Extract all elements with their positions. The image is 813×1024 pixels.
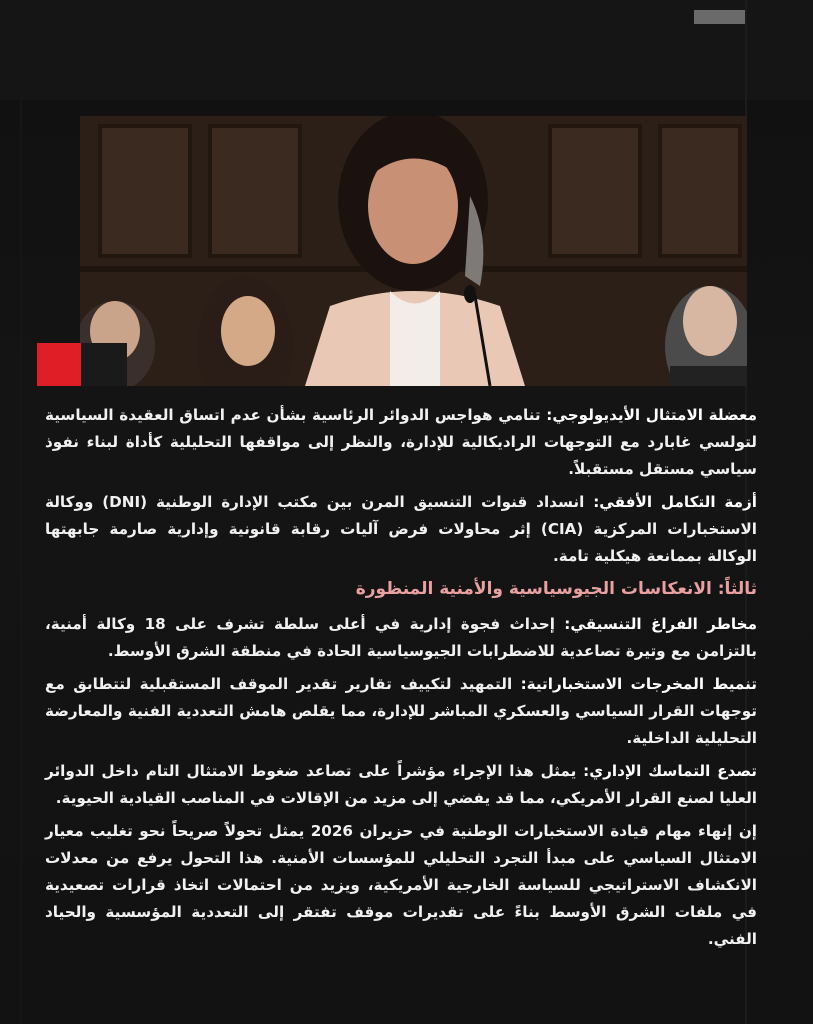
paragraph-term: مخاطر الفراغ التنسيقي: <box>564 615 757 633</box>
paragraph-ideological-compliance <box>45 402 757 483</box>
hearing-photo-illustration <box>80 116 747 386</box>
frame-line-left <box>20 0 22 1024</box>
paragraph-intelligence-outputs <box>45 671 757 752</box>
hearing-photo <box>80 116 747 386</box>
paragraph-term: أزمة التكامل الأفقي: <box>593 493 757 511</box>
paragraph-coordination-vacuum <box>45 611 757 665</box>
paragraph-administrative-cohesion <box>45 758 757 812</box>
paragraph-text: التمهيد لتكييف تقارير تقدير الموقف المستقبلية لتتطابق مع توجهات القرار السياسي والعسكري المباشر للإدارة، مما يقلص هامش التعددية الفنية والمعارضة التحليلية الداخلية. <box>45 675 757 747</box>
paragraph-text: انسداد قنوات التنسيق المرن بين مكتب الإدارة الوطنية (DNI) ووكالة الاستخبارات المركزية (CIA) إثر محاولات فرض آليات رقابة قانونية وإدارية صارمة جابهتها الوكالة بممانعة هيكلية تامة. <box>45 493 757 565</box>
dark-accent-square <box>81 343 127 386</box>
paragraph-text: إن إنهاء مهام قيادة الاستخبارات الوطنية في حزيران 2026 يمثل تحولاً صريحاً نحو تغليب معيار الامتثال السياسي على مبدأ التجرد التحليلي للمؤسسات الأمنية. هذا التحول يرفع من معدلات الانكشاف الاستراتيجي للسياسة الخارجية الأمريكية، ويزيد من احتمالات اتخاذ قرارات تصعيدية في ملفات الشرق الأوسط بناءً على تقديرات موقف تفتقر إلى التعددية المؤسسية والحياد الفني. <box>45 822 757 948</box>
top-band <box>0 0 813 100</box>
paragraph-text: إحداث فجوة إدارية في أعلى سلطة تشرف على 18 وكالة أمنية، بالتزامن مع وتيرة تصاعدية للاضطرابات الجيوسياسية الحادة في منطقة الشرق الأوسط. <box>45 615 757 660</box>
paragraph-term: تصدع التماسك الإداري: <box>583 762 757 780</box>
top-tab-decoration <box>694 10 746 24</box>
paragraph-horizontal-integration <box>45 489 757 570</box>
article-body <box>45 402 757 959</box>
paragraph-text: يمثل هذا الإجراء مؤشراً على تصاعد ضغوط الامتثال التام داخل الدوائر العليا لصنع القرار الأمريكي، مما قد يفضي إلى مزيد من الإقالات في المناصب القيادية الحيوية. <box>45 762 757 807</box>
paragraph-text: تنامي هواجس الدوائر الرئاسية بشأن عدم اتساق العقيدة السياسية لتولسي غابارد مع التوجهات الراديكالية للإدارة، والنظر إلى مواقفها التحليلية كأداة لبناء نفوذ سياسي مستقل مستقبلاً. <box>45 406 757 478</box>
paragraph-term: تنميط المخرجات الاستخباراتية: <box>520 675 757 693</box>
section-heading: ثالثاً: الانعكاسات الجيوسياسية والأمنية المنظورة <box>355 579 757 599</box>
red-accent-square <box>37 343 81 386</box>
paragraph-conclusion <box>45 818 757 953</box>
paragraph-term: معضلة الامتثال الأيديولوجي: <box>546 406 757 424</box>
